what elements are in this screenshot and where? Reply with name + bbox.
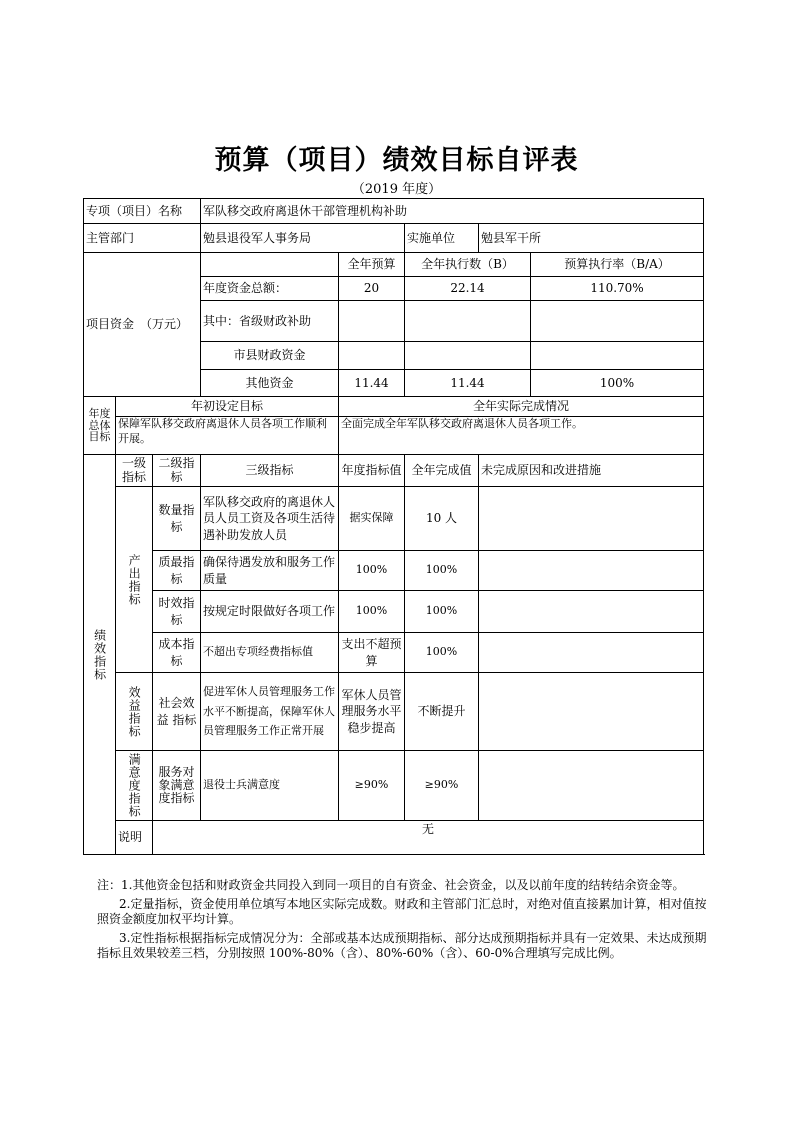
- funds-provincial-rate: [531, 301, 704, 342]
- goal-initial-text: 保障军队移交政府离退休人员各项工作顺利开展。: [116, 417, 339, 455]
- output-indicator-text: 产出指标: [127, 553, 142, 606]
- benefit-indicator-text: 效益指标: [127, 685, 142, 738]
- indicator-reason: [479, 673, 704, 751]
- performance-indicator-text: 绩效指标: [92, 628, 107, 681]
- indicator-actual: 100%: [405, 633, 479, 673]
- header-level2: 二级指标: [153, 455, 201, 487]
- annual-goal-label: 年度总体目标: [84, 397, 116, 455]
- indicator-level3: 退役士兵满意度: [201, 751, 339, 821]
- goal-actual-text: 全面完成全年军队移交政府离退休人员各项工作。: [339, 417, 704, 455]
- indicator-target: 支出不超预算: [339, 633, 405, 673]
- funds-other-label: 其他资金: [201, 370, 339, 397]
- indicator-reason: [479, 633, 704, 673]
- indicator-level2: 时效指标: [153, 591, 201, 633]
- indicator-target: 100%: [339, 591, 405, 633]
- funds-header-rate: 预算执行率（B/A）: [531, 253, 704, 277]
- indicator-level3: 军队移交政府的离退休人员人员工资及各项生活待遇补助发放人员: [201, 487, 339, 551]
- satisfaction-indicator-text: 满意度指标: [127, 753, 142, 818]
- indicator-level2: 服务对象满意度指标: [153, 751, 201, 821]
- header-actual: 全年完成值: [405, 455, 479, 487]
- indicator-target: ≥90%: [339, 751, 405, 821]
- funds-county-rate: [531, 342, 704, 370]
- funds-header-executed: 全年执行数（B）: [405, 253, 531, 277]
- indicator-row: [84, 633, 704, 673]
- funds-provincial-label: 其中：省级财政补助: [201, 301, 339, 342]
- indicator-level2: 社会效益 指标: [153, 673, 201, 751]
- indicator-target: 据实保障: [339, 487, 405, 551]
- impl-unit-label: 实施单位: [405, 224, 479, 253]
- funds-county-budget: [339, 342, 405, 370]
- performance-indicator-label: [84, 455, 116, 855]
- indicator-level3: 按规定时限做好各项工作: [201, 591, 339, 633]
- indicator-row: [84, 751, 704, 821]
- indicator-row: [84, 591, 704, 633]
- indicator-actual: ≥90%: [405, 751, 479, 821]
- remark-label: 说明: [116, 821, 153, 855]
- indicator-level3: 促进军休人员管理服务工作水平不断提高，保障军休人员管理服务工作正常开展: [201, 673, 339, 751]
- indicator-reason: [479, 551, 704, 591]
- indicator-reason: [479, 751, 704, 821]
- goal-actual-header: 全年实际完成情况: [339, 397, 704, 417]
- goal-initial-header: 年初设定目标: [116, 397, 339, 417]
- note-1: 注：1.其他资金包括和财政资金共同投入到同一项目的自有资金、社会资金，以及以前年度的结转结余资金等。: [97, 878, 685, 892]
- benefit-indicator-label: [116, 673, 153, 751]
- funds-total-executed: 22.14: [405, 277, 531, 301]
- impl-unit-value: 勉县军干所: [479, 224, 704, 253]
- indicator-level3: 确保待遇发放和服务工作质量: [201, 551, 339, 591]
- indicator-level3: 不超出专项经费指标值: [201, 633, 339, 673]
- funds-total-label: 年度资金总额：: [201, 277, 339, 301]
- project-name-label: 专项（项目）名称: [84, 199, 201, 224]
- indicator-target: 军休人员管理服务水平稳步提高: [339, 673, 405, 751]
- form-title: 预算（项目）绩效目标自评表: [214, 145, 579, 176]
- header-target: 年度指标值: [339, 455, 405, 487]
- indicator-reason: [479, 487, 704, 551]
- indicator-actual: 不断提升: [405, 673, 479, 751]
- funds-total-rate: 110.70%: [531, 277, 704, 301]
- indicator-actual: 10 人: [405, 487, 479, 551]
- funds-header-blank: [201, 253, 339, 277]
- remark-value: 无: [153, 821, 704, 855]
- indicator-row: [84, 551, 704, 591]
- indicator-actual: 100%: [405, 591, 479, 633]
- funds-label: 项目资金 （万元）: [84, 253, 201, 397]
- funds-provincial-budget: [339, 301, 405, 342]
- funds-total-budget: 20: [339, 277, 405, 301]
- funds-county-executed: [405, 342, 531, 370]
- header-level3: 三级指标: [201, 455, 339, 487]
- note-3: 3.定性指标根据指标完成情况分为：全部或基本达成预期指标、部分达成预期指标并具有一定效果、未达成预期指标且效果较差三档，分别按照 100%-80%（含）、80%-60%（含）、60-0%合理填写完成比例。: [97, 930, 707, 961]
- indicator-row: [84, 673, 704, 751]
- indicator-actual: 100%: [405, 551, 479, 591]
- output-indicator-label: [116, 487, 153, 673]
- header-level1: 一级指标: [116, 455, 153, 487]
- satisfaction-indicator-label: [116, 751, 153, 821]
- funds-header-budget: 全年预算: [339, 253, 405, 277]
- dept-value: 勉县退役军人事务局: [201, 224, 405, 253]
- indicator-row: [84, 487, 704, 551]
- funds-provincial-executed: [405, 301, 531, 342]
- indicator-level2: 数量指标: [153, 487, 201, 551]
- self-evaluation-table: [83, 198, 704, 855]
- indicator-reason: [479, 591, 704, 633]
- indicator-level2: 质最指标: [153, 551, 201, 591]
- indicator-target: 100%: [339, 551, 405, 591]
- indicator-level2: 成本指标: [153, 633, 201, 673]
- funds-county-label: 市县财政资金: [201, 342, 339, 370]
- funds-other-rate: 100%: [531, 370, 704, 397]
- project-name-value: 军队移交政府离退休干部管理机构补助: [201, 199, 704, 224]
- note-2: 2.定量指标，资金使用单位填写本地区实际完成数。财政和主管部门汇总时，对绝对值直接累加计算，相对值按照资金额度加权平均计算。: [97, 896, 707, 927]
- funds-other-budget: 11.44: [339, 370, 405, 397]
- header-reason: 未完成原因和改进措施: [479, 455, 704, 487]
- form-year: （2019 年度）: [351, 182, 442, 197]
- notes-section: [97, 878, 709, 965]
- dept-label: 主管部门: [84, 224, 201, 253]
- funds-other-executed: 11.44: [405, 370, 531, 397]
